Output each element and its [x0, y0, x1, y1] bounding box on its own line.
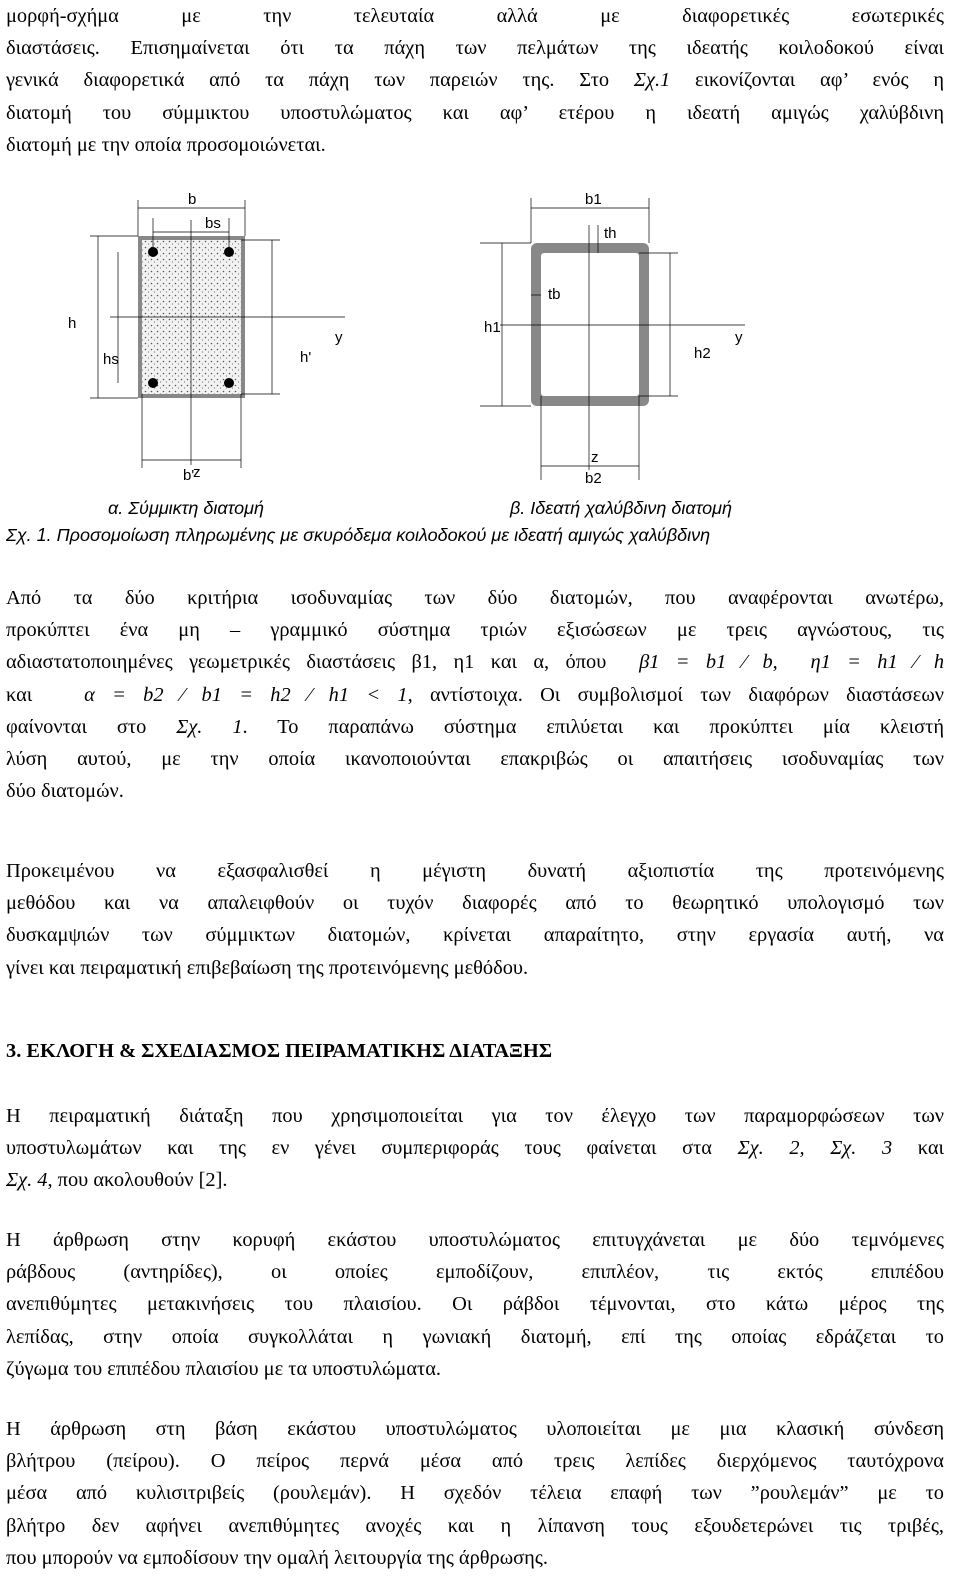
text-line: υποστυλωμάτων και της εν γένει συμπεριφοράς τους φαίνεται στα Σχ. 2, Σχ. 3 και	[6, 1137, 944, 1160]
text-line: ζύγωμα του επιπέδου πλαισίου με τα υποστυλώματα.	[6, 1357, 442, 1380]
composite-section	[68, 191, 345, 484]
text-line: μέσα από κυλισιτριβείς (ρουλεμάν). Η σχεδόν τέλεια επαφή των ”ρουλεμάν” με το	[6, 1482, 944, 1505]
label-b2: b2	[585, 470, 602, 487]
text-line: μορφή-σχήμα με την τελευταία αλλά με διαφορετικές εσωτερικές	[6, 5, 944, 27]
label-b-prime: b'	[183, 467, 195, 484]
text-line: Η πειραματική διάταξη που χρησιμοποιείται για τον έλεγχο των παραμορφώσεων των	[6, 1105, 944, 1127]
label-bs: bs	[205, 215, 221, 232]
text-line: ανεπιθύμητες μετακινήσεις του πλαισίου. Οι ράβδοι τέμνονται, στο κάτω μέρος της	[6, 1293, 944, 1316]
figure-reference[interactable]: Σχ. 4	[6, 1169, 48, 1192]
text-line: Η άρθρωση στην κορυφή εκάστου υποστυλώματος επιτυγχάνεται με δύο τεμνόμενες	[6, 1229, 944, 1251]
label-b: b	[188, 191, 197, 208]
text-line: διατομή του σύμμικτου υποστυλώματος και αφ’ ετέρου η ιδεατή αμιγώς χαλύβδινη	[6, 101, 944, 124]
text-line: λεπίδας, στην οποία συγκολλάται η γωνιακή διατομή, επί της οποίας εδράζεται το	[6, 1325, 944, 1348]
text-line: που μπορούν να εμποδίσουν την ομαλή λειτουργία της άρθρωσης.	[6, 1546, 548, 1569]
figure-caption: Σχ. 1. Προσομοίωση πληρωμένης με σκυρόδεμα κοιλοδοκού με ιδεατή αμιγώς χαλύβδινη	[6, 525, 711, 545]
text-line: και α = b2 ⁄ b1 = h2 ⁄ h1 < 1, αντίστοιχα. Οι συμβολισμοί των διαφόρων διαστάσεων	[6, 683, 945, 706]
steel-inner	[541, 253, 639, 396]
equation-eta1: η1 = h1 ⁄ h	[810, 651, 945, 674]
text-line: γίνει και πειραματική επιβεβαίωση της προτεινόμενης μεθόδου.	[6, 956, 529, 979]
text-line: διαστάσεις. Επισημαίνεται ότι τα πάχη των πελμάτων της ιδεατής κοιλοδοκού είναι	[6, 37, 944, 60]
label-h2: h2	[694, 345, 711, 362]
text-line: βλήτρο δεν αφήνει ανεπιθύμητες ανοχές και η λίπανση τους εξουδετερώνει τις τριβές,	[6, 1514, 944, 1537]
text-line: δυσκαμψιών των σύμμικτων διατομών, κρίνεται απαραίτητο, στην εργασία αυτή, να	[6, 924, 944, 947]
text-line: δύο διατομών.	[6, 780, 124, 803]
label-z2: z	[591, 449, 599, 466]
text-line: ράβδους (αντηρίδες), οι οποίες εμποδίζουν, επιπλέον, τις εκτός επιπέδου	[6, 1261, 944, 1284]
text-line: Η άρθρωση στη βάση εκάστου υποστυλώματος υλοποιείται με μια κλασική σύνδεση	[6, 1418, 944, 1440]
paragraph-criteria	[6, 582, 944, 807]
text-line: λύση αυτού, με την οποία ικανοποιούνται επακριβώς οι απαιτήσεις ισοδυναμίας των	[6, 747, 944, 770]
text-line: Προκειμένου να εξασφαλισθεί η μέγιστη δυνατή αξιοπιστία της προτεινόμενης	[6, 860, 944, 882]
figure-reference[interactable]: Σχ. 2, Σχ. 3	[737, 1137, 893, 1160]
text-line: βλήτρου (πείρου). Ο πείρος περνά μέσα από τρεις λεπίδες διερχόμενος ταυτόχρονα	[6, 1450, 944, 1473]
paragraph-intro	[6, 0, 944, 161]
label-z: z	[193, 464, 201, 481]
label-hs: hs	[103, 351, 119, 368]
figure-1	[0, 180, 960, 520]
figure-reference[interactable]: Σχ.1	[633, 69, 671, 92]
section-heading: 3. ΕΚΛΟΓΗ & ΣΧΕΔΙΑΣΜΟΣ ΠΕΙΡΑΜΑΤΙΚΗΣ ΔΙΑΤΑΞΗΣ	[6, 1040, 553, 1062]
label-th: th	[604, 225, 617, 242]
label-h1: h1	[484, 319, 501, 336]
paragraph-top-hinge	[6, 1224, 944, 1385]
figure-reference[interactable]: Σχ. 1	[176, 715, 243, 738]
text-line: Σχ. 4, που ακολουθούν [2].	[6, 1169, 228, 1192]
label-y2: y	[735, 329, 743, 346]
equation-beta1: β1 = b1 ⁄ b	[639, 651, 773, 674]
paragraph-setup	[6, 1100, 944, 1197]
subfigure-label-b: β. Ιδεατή χαλύβδινη διατομή	[510, 498, 733, 518]
text-line: προκύπτει ένα μη – γραμμικό σύστημα τριών εξισώσεων με τρεις αγνώστους, τις	[6, 619, 944, 642]
rebar	[148, 378, 158, 388]
text-line: μεθόδου και να απαλειφθούν οι τυχόν διαφορές από το θεωρητικό υπολογισμό των	[6, 892, 944, 915]
text-line: αδιαστατοποιημένες γεωμετρικές διαστάσεις β1, η1 και α, όπου β1 = b1 ⁄ b, η1 = h1 ⁄ h	[6, 651, 945, 674]
label-b1: b1	[585, 191, 602, 208]
paragraph-validation	[6, 855, 944, 984]
label-y: y	[335, 329, 343, 346]
label-h: h	[68, 315, 77, 332]
rebar	[224, 378, 234, 388]
text-line: Από τα δύο κριτήρια ισοδυναμίας των δύο διατομών, που αναφέρονται ανωτέρω,	[6, 587, 944, 609]
cross-section-diagram	[0, 180, 960, 500]
equation-alpha: α = b2 ⁄ b1 = h2 ⁄ h1 < 1	[84, 683, 408, 706]
text-line: γενικά διαφορετικά από τα πάχη των παρειών της. Στο Σχ.1 εικονίζονται αφ’ ενός η	[6, 69, 944, 92]
steel-section	[480, 191, 745, 487]
text-line: διατομή με την οποία προσομοιώνεται.	[6, 133, 326, 156]
label-tb: tb	[548, 286, 561, 303]
label-h-prime: h'	[300, 349, 312, 366]
paragraph-base-hinge	[6, 1413, 944, 1574]
text-line: φαίνονται στο Σχ. 1. Το παραπάνω σύστημα επιλύεται και προκύπτει μία κλειστή	[6, 715, 944, 738]
subfigure-label-a: α. Σύμμικτη διατομή	[108, 498, 265, 518]
